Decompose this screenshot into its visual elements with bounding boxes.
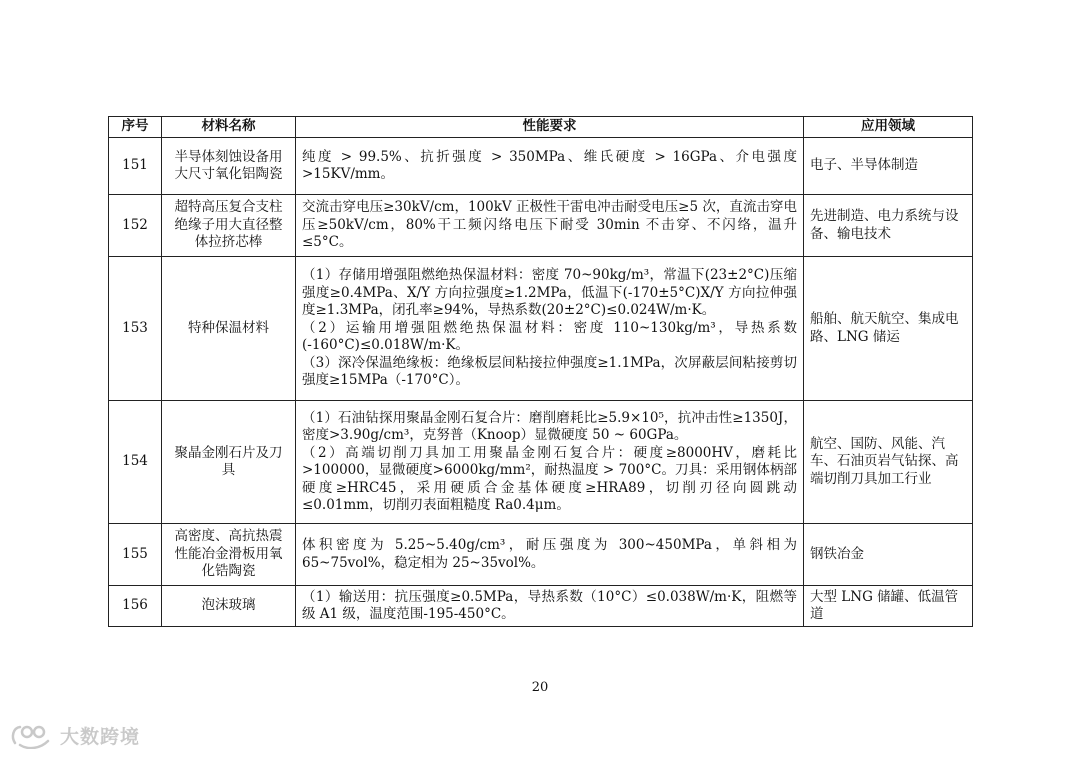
performance-item: （1）石油钻探用聚晶金刚石复合片：磨削磨耗比≥5.9×10⁵，抗冲击性≥1350J，密度>3.90g/cm³，克努普（Knoop）显微硬度 50 ~ 60GPa。	[302, 409, 797, 443]
performance-item: （1）输送用：抗压强度≥0.5MPa，导热系数（10°C）≤0.038W/m·K，阻燃等级 A1 级，温度范围-195-450°C。	[302, 588, 797, 622]
row-application: 航空、国防、风能、汽车、石油页岩气钻探、高端切削刀具加工行业	[804, 401, 973, 524]
row-material-name: 半导体刻蚀设备用大尺寸氧化铝陶瓷	[162, 138, 296, 195]
row-seq: 153	[109, 257, 162, 401]
performance-item: （3）深冷保温绝缘板：绝缘板层间粘接拉伸强度≥1.1MPa，次屏蔽层间粘接剪切强度≥15MPa（-170°C）。	[302, 354, 797, 389]
performance-item: （1）存储用增强阻燃绝热保温材料：密度 70~90kg/m³，常温下(23±2°C)压缩强度≥0.4MPa、X/Y 方向拉强度≥1.2MPa，低温下(-170±5°C)X/Y 方向拉伸强度≥1.3MPa，闭孔率≥94%，导热系数(20±2°C)≤0.024W/m·K。	[302, 267, 797, 319]
row-seq: 155	[109, 524, 162, 586]
table-row	[109, 257, 973, 401]
row-performance	[296, 401, 804, 524]
header-application: 应用领域	[804, 117, 973, 138]
watermark-logo	[10, 722, 140, 749]
row-seq: 154	[109, 401, 162, 524]
table-row	[109, 524, 973, 586]
watermark-text: 大数跨境	[60, 726, 141, 748]
table-row	[109, 586, 973, 627]
row-application: 大型 LNG 储罐、低温管道	[804, 586, 973, 627]
performance-item: 体积密度为 5.25~5.40g/cm³，耐压强度为 300~450MPa，单斜相为 65~75vol%，稳定相为 25~35vol%。	[302, 537, 797, 571]
table-header-row	[109, 117, 973, 138]
performance-item: 交流击穿电压≥30kV/cm，100kV 正极性干雷电冲击耐受电压≥5 次，直流击穿电压≥50kV/cm，80%干工频闪络电压下耐受 30min 不击穿、不闪络，温升≤5°C。	[302, 199, 797, 251]
performance-item: （2）高端切削刀具加工用聚晶金刚石复合片：硬度≥8000HV，磨耗比>100000，显微硬度>6000kg/mm²，耐热温度 > 700°C。刀具：采用钢体柄部硬度≥HRC45，采用硬质合金基体硬度≥HRA89，切削刃径向圆跳动≤0.01mm，切削刃表面粗糙度 Ra0.4μm。	[302, 444, 797, 513]
performance-item: 纯度 > 99.5%、抗折强度 > 350MPa、维氏硬度 > 16GPa、介电强度>15KV/mm。	[302, 148, 797, 182]
row-seq: 156	[109, 586, 162, 627]
row-material-name: 高密度、高抗热震性能冶金滑板用氧化锆陶瓷	[162, 524, 296, 586]
table-row	[109, 138, 973, 195]
header-seq: 序号	[109, 117, 162, 138]
performance-item: （2）运输用增强阻燃绝热保温材料：密度 110~130kg/m³，导热系数(-160°C)≤0.018W/m·K。	[302, 319, 797, 354]
row-application: 电子、半导体制造	[804, 138, 973, 195]
row-application: 钢铁冶金	[804, 524, 973, 586]
row-application: 船舶、航天航空、集成电路、LNG 储运	[804, 257, 973, 401]
row-performance	[296, 586, 804, 627]
table-row	[109, 195, 973, 257]
row-material-name: 聚晶金刚石片及刀具	[162, 401, 296, 524]
row-material-name: 特种保温材料	[162, 257, 296, 401]
watermark-logo-icon	[10, 723, 56, 749]
materials-spec-table	[108, 116, 973, 627]
row-performance	[296, 524, 804, 586]
header-material-name: 材料名称	[162, 117, 296, 138]
row-seq: 152	[109, 195, 162, 257]
row-material-name: 超特高压复合支柱绝缘子用大直径整体拉挤芯棒	[162, 195, 296, 257]
row-performance	[296, 257, 804, 401]
row-material-name: 泡沫玻璃	[162, 586, 296, 627]
row-performance	[296, 195, 804, 257]
row-application: 先进制造、电力系统与设备、输电技术	[804, 195, 973, 257]
row-performance	[296, 138, 804, 195]
table-body	[109, 138, 973, 627]
row-seq: 151	[109, 138, 162, 195]
page-number: 20	[531, 680, 549, 695]
header-performance: 性能要求	[296, 117, 804, 138]
table-row	[109, 401, 973, 524]
